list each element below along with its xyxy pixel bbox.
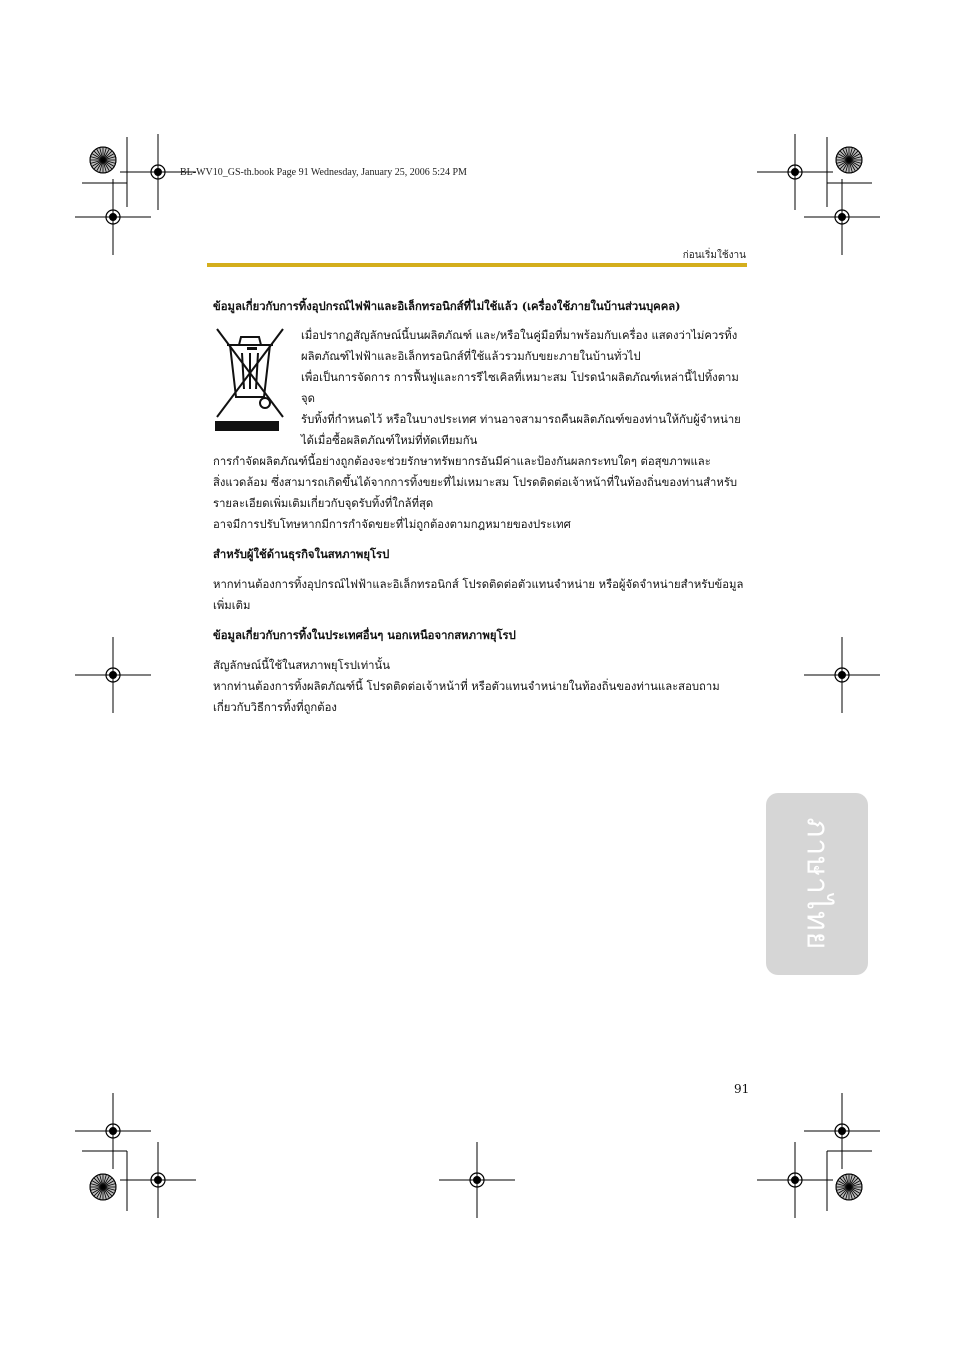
text-line: ผลิตภัณฑ์ไฟฟ้าและอิเล็กทรอนิกส์ที่ใช้แล้วรวมกับขยะภายในบ้านทั่วไป <box>301 350 641 363</box>
text-line: สัญลักษณ์นี้ใช้ในสหภาพยุโรปเท่านั้น <box>213 659 390 672</box>
disposal-symbol-block <box>213 325 751 451</box>
text-line: เกี่ยวกับวิธีการทิ้งที่ถูกต้อง <box>213 701 337 714</box>
page-number: 91 <box>734 1082 750 1096</box>
text-line: หากท่านต้องการทิ้งผลิตภัณฑ์นี้ โปรดติดต่อเจ้าหน้าที่ หรือตัวแทนจำหน่ายในท้องถิ่นของท่านและสอบถาม <box>213 680 720 693</box>
disposal-heading: ข้อมูลเกี่ยวกับการทิ้งอุปกรณ์ไฟฟ้าและอิเล็กทรอนิกส์ที่ไม่ใช้แล้ว (เครื่องใช้ภายในบ้านส่วนบุคคล) <box>213 299 681 313</box>
text-line: ได้เมื่อซื้อผลิตภัณฑ์ใหม่ที่ทัดเทียมกัน <box>301 434 478 447</box>
text-line: เพื่อเป็นการจัดการ การฟื้นฟูและการรีไซเคิลที่เหมาะสม โปรดนำผลิตภัณฑ์เหล่านี้ไปทิ้งตามจุด <box>301 371 739 405</box>
crossed-out-wheelie-bin-icon <box>213 325 287 431</box>
business-heading: สำหรับผู้ใช้ด้านธุรกิจในสหภาพยุโรป <box>213 547 390 561</box>
language-tab <box>766 793 868 975</box>
text-line: หากท่านต้องการทิ้งอุปกรณ์ไฟฟ้าและอิเล็กทรอนิกส์ โปรดติดต่อตัวแทนจำหน่าย หรือผู้จัดจำหน่ายสำหรับข้อมูล <box>213 578 744 591</box>
text-line: เพิ่มเติม <box>213 599 251 612</box>
header-rule <box>207 263 747 267</box>
text-line: สิ่งแวดล้อม ซึ่งสามารถเกิดขึ้นได้จากการทิ้งขยะที่ไม่เหมาะสม โปรดติดต่อเจ้าหน้าที่ในท้องถิ่นของท่านสำหรับ <box>213 476 738 489</box>
print-header: BL-WV10_GS-th.book Page 91 Wednesday, January 25, 2006 5:24 PM <box>180 167 467 178</box>
text-line: เมื่อปรากฏสัญลักษณ์นี้บนผลิตภัณฑ์ และ/หรือในคู่มือที่มาพร้อมกับเครื่อง แสดงว่าไม่ควรทิ้ง <box>301 329 738 342</box>
section-label: ก่อนเริ่มใช้งาน <box>682 250 746 261</box>
text-line: การกำจัดผลิตภัณฑ์นี้อย่างถูกต้องจะช่วยรักษาทรัพยากรอันมีค่าและป้องกันผลกระทบใดๆ ต่อสุขภาพและ <box>213 455 711 468</box>
page-content <box>213 296 751 718</box>
language-tab-label: ภาษาไทย <box>799 817 835 951</box>
text-line: รับทิ้งที่กำหนดไว้ หรือในบางประเทศ ท่านอาจสามารถคืนผลิตภัณฑ์ของท่านให้กับผู้จำหน่าย <box>301 413 741 426</box>
disposal-symbol-text <box>301 325 751 451</box>
text-line: อาจมีการปรับโทษหากมีการกำจัดขยะที่ไม่ถูกต้องตามกฎหมายของประเทศ <box>213 518 571 531</box>
outside-eu-heading: ข้อมูลเกี่ยวกับการทิ้งในประเทศอื่นๆ นอกเหนือจากสหภาพยุโรป <box>213 628 516 642</box>
text-line: รายละเอียดเพิ่มเติมเกี่ยวกับจุดรับทิ้งที่ใกล้ที่สุด <box>213 497 434 510</box>
